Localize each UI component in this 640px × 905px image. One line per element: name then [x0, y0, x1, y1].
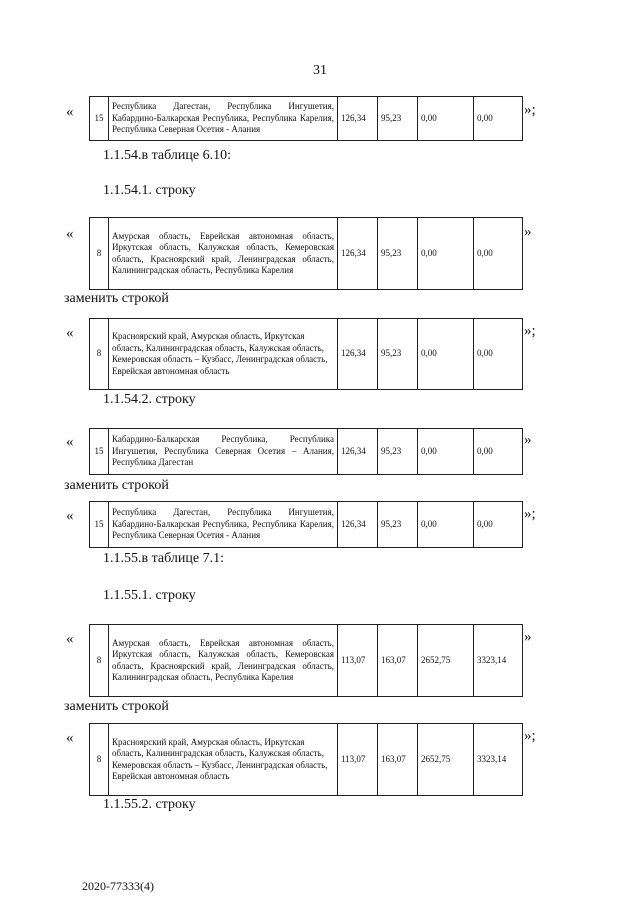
row-regions: Красноярский край, Амурская область, Иркутская область, Калининградская область, Калужская область, Кемеровская область – Кузбасс, Ленинградская область, Еврейская автономная область: [109, 319, 338, 390]
section-heading: 1.1.55.в таблице 7.1:: [103, 551, 224, 566]
document-footer: 2020-77333(4): [82, 879, 154, 893]
close-quote: »: [524, 432, 532, 448]
row-value-1: 126,34: [338, 97, 378, 141]
row-value-4: 0,00: [474, 502, 523, 548]
table-row: [89, 428, 523, 475]
row-number: 15: [90, 502, 109, 548]
row-value-3: 2652,75: [418, 724, 474, 796]
row-value-1: 113,07: [338, 625, 378, 697]
table-row: [89, 723, 523, 796]
close-quote: »;: [524, 506, 536, 522]
row-number: 8: [90, 724, 109, 796]
close-quote: »;: [524, 102, 536, 118]
section-heading: 1.1.55.2. строку: [103, 797, 196, 812]
row-value-3: 0,00: [418, 319, 474, 390]
row-value-1: 126,34: [338, 502, 378, 548]
open-quote: «: [66, 325, 74, 341]
replace-label: заменить строкой: [64, 699, 169, 714]
close-quote: »;: [524, 323, 536, 339]
section-heading: 1.1.54.2. строку: [103, 392, 196, 407]
row-value-2: 95,23: [378, 218, 418, 290]
row-regions: Амурская область, Еврейская автономная область, Иркутская область, Калужская область, Кемеровская область, Красноярский край, Ленинградская область, Калининградская область, Республика Карелия: [109, 218, 338, 290]
row-value-3: 0,00: [418, 429, 474, 475]
section-heading: 1.1.54.в таблице 6.10:: [103, 148, 231, 163]
row-number: 15: [90, 97, 109, 141]
close-quote: »: [524, 224, 532, 240]
close-quote: »: [524, 629, 532, 645]
page-number: 31: [313, 63, 327, 78]
replace-label: заменить строкой: [64, 478, 169, 493]
section-heading: 1.1.55.1. строку: [103, 588, 196, 603]
row-number: 8: [90, 319, 109, 390]
table-row: [89, 501, 523, 548]
section-heading: 1.1.54.1. строку: [103, 183, 196, 198]
row-value-3: 0,00: [418, 218, 474, 290]
open-quote: «: [66, 434, 74, 450]
row-value-3: 0,00: [418, 502, 474, 548]
row-value-1: 126,34: [338, 429, 378, 475]
row-regions: Республика Дагестан, Республика Ингушетия, Кабардино-Балкарская Республика, Республика Карелия, Республика Северная Осетия - Алания: [109, 502, 338, 548]
row-value-4: 0,00: [474, 429, 523, 475]
row-number: 8: [90, 218, 109, 290]
open-quote: «: [66, 104, 74, 120]
row-regions: Республика Дагестан, Республика Ингушетия, Кабардино-Балкарская Республика, Республика Карелия, Республика Северная Осетия - Алания: [109, 97, 338, 141]
table-row: [89, 217, 523, 290]
row-number: 8: [90, 625, 109, 697]
row-value-2: 163,07: [378, 625, 418, 697]
row-regions: Красноярский край, Амурская область, Иркутская область, Калининградская область, Калужская область, Кемеровская область – Кузбасс, Ленинградская область, Еврейская автономная область: [109, 724, 338, 796]
table-row: [89, 96, 523, 141]
row-value-2: 95,23: [378, 429, 418, 475]
row-value-4: 0,00: [474, 319, 523, 390]
row-value-2: 163,07: [378, 724, 418, 796]
row-value-3: 2652,75: [418, 625, 474, 697]
row-value-2: 95,23: [378, 97, 418, 141]
replace-label: заменить строкой: [64, 291, 169, 306]
row-value-2: 95,23: [378, 319, 418, 390]
close-quote: »;: [524, 728, 536, 744]
row-number: 15: [90, 429, 109, 475]
row-value-4: 3323,14: [474, 724, 523, 796]
row-regions: Кабардино-Балкарская Республика, Республика Ингушетия, Республика Северная Осетия – Алания, Республика Дагестан: [109, 429, 338, 475]
open-quote: «: [66, 226, 74, 242]
row-regions: Амурская область, Еврейская автономная область, Иркутская область, Калужская область, Кемеровская область, Красноярский край, Ленинградская область, Калининградская область, Республика Карелия: [109, 625, 338, 697]
row-value-2: 95,23: [378, 502, 418, 548]
row-value-3: 0,00: [418, 97, 474, 141]
row-value-1: 126,34: [338, 319, 378, 390]
row-value-1: 113,07: [338, 724, 378, 796]
open-quote: «: [66, 631, 74, 647]
table-row: [89, 318, 523, 390]
row-value-4: 0,00: [474, 97, 523, 141]
open-quote: «: [66, 508, 74, 524]
row-value-4: 0,00: [474, 218, 523, 290]
row-value-1: 126,34: [338, 218, 378, 290]
table-row: [89, 624, 523, 697]
row-value-4: 3323,14: [474, 625, 523, 697]
open-quote: «: [66, 730, 74, 746]
